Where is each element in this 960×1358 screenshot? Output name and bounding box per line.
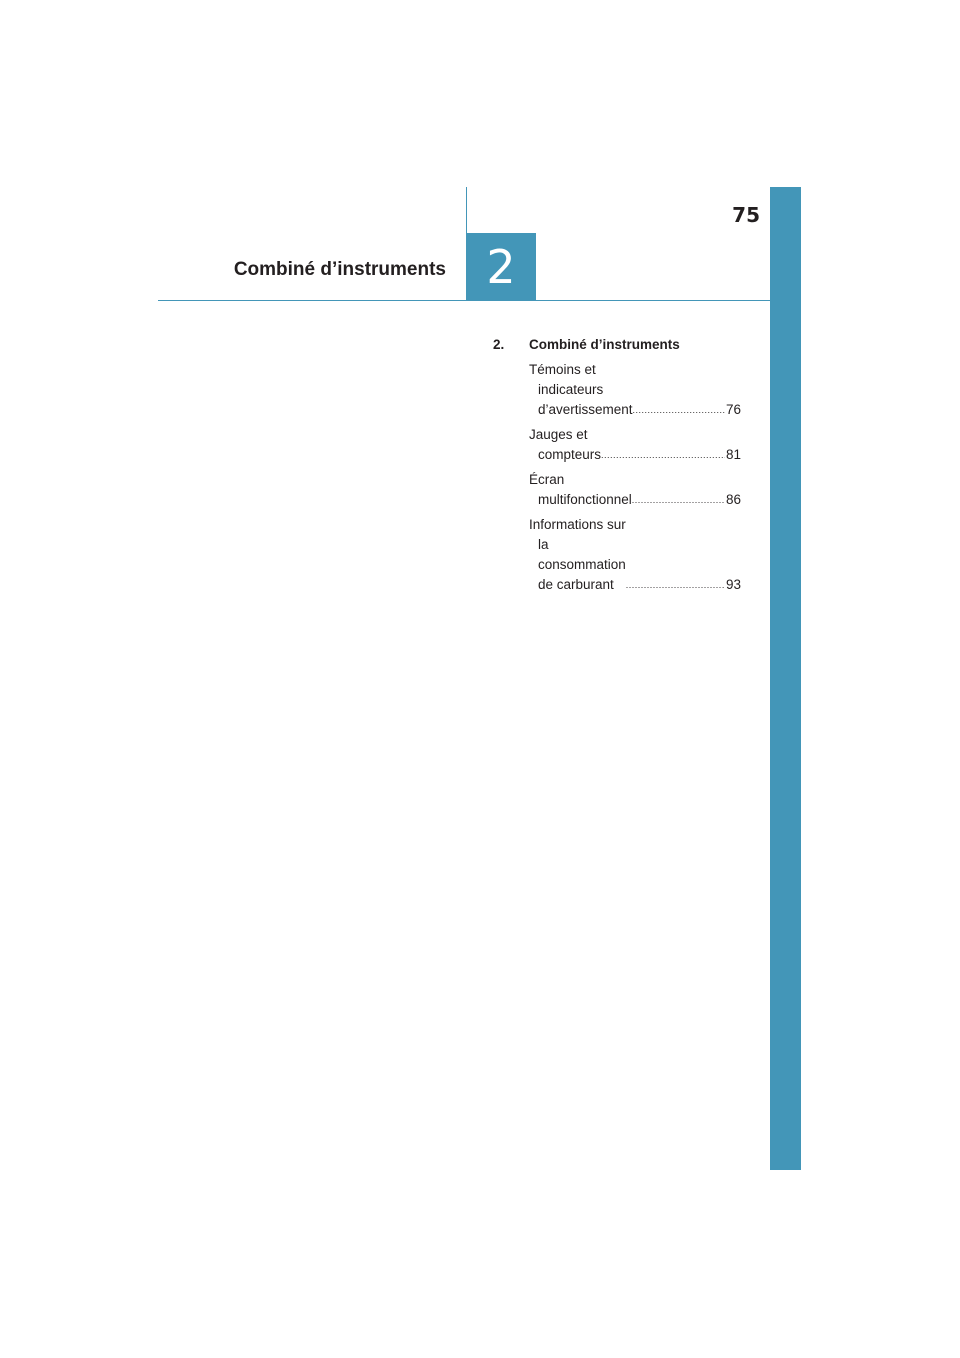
toc-entry-page[interactable]: 76 — [725, 402, 741, 417]
toc-entry-label[interactable]: Témoins et indicateurs d’avertissement — [529, 362, 633, 417]
page-number: 75 — [732, 203, 760, 227]
dot-leader — [601, 445, 725, 465]
toc-heading — [493, 335, 741, 355]
toc-heading-number: 2. — [493, 337, 505, 352]
toc-entry[interactable] — [529, 425, 741, 465]
toc-entry[interactable] — [529, 360, 741, 420]
dot-leader — [633, 400, 725, 420]
toc-entry-page[interactable]: 86 — [725, 492, 741, 507]
header-divider-vertical — [466, 187, 467, 233]
toc-entry-label[interactable]: Informations sur la consommation de carburant — [529, 517, 626, 592]
toc-entry-page[interactable]: 93 — [725, 577, 741, 592]
chapter-number-box — [466, 233, 536, 301]
chapter-side-tab — [770, 187, 801, 1170]
table-of-contents — [493, 335, 741, 600]
chapter-number: 2 — [486, 240, 516, 294]
toc-entry[interactable] — [529, 515, 741, 595]
toc-entry[interactable] — [529, 470, 741, 510]
toc-entry-label[interactable]: Jauges et compteurs — [529, 427, 602, 462]
dot-leader — [632, 490, 725, 510]
chapter-title: Combiné d’instruments — [233, 259, 446, 280]
toc-heading-title: Combiné d’instruments — [529, 337, 680, 352]
toc-entry-label[interactable]: Écran multifonctionnel — [529, 472, 632, 507]
dot-leader — [626, 575, 725, 595]
header-rule — [158, 300, 770, 301]
toc-entry-page[interactable]: 81 — [725, 447, 741, 462]
